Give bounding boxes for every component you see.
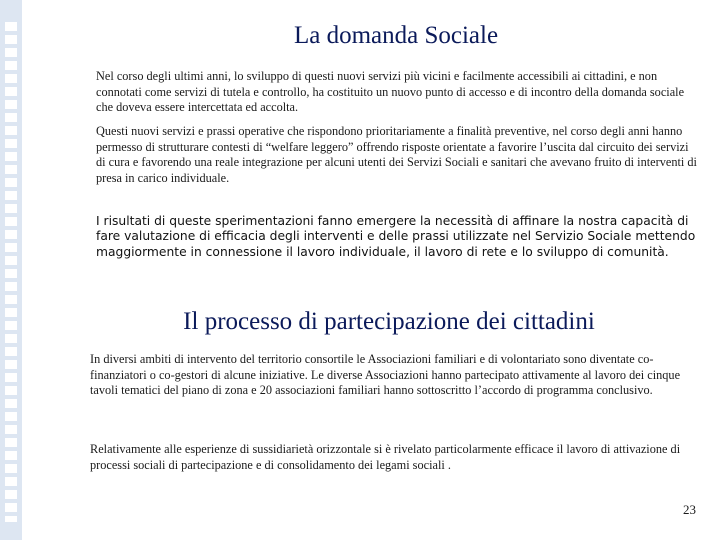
paragraph-subsidiarity: Relativamente alle esperienze di sussidiarietà orizzontale si è rivelato particolarmente efficace il lavoro di attivazione di processi sociali di partecipazione e di consolidamento dei legami sociali . <box>90 442 681 472</box>
paragraph-associations: In diversi ambiti di intervento del territorio consortile le Associazioni familiari e di volontariato sono diventate co-finanziatori o co-gestori di alcune iniziative. Le diverse Associazioni hanno partecipato attivamente al lavoro dei cinque tavoli tematici del piano di zona e 20 associazioni familiari hanno sottoscritto l’accordo di programma conclusivo. <box>90 352 681 398</box>
paragraph-services: Questi nuovi servizi e prassi operative che rispondono prioritariamente a finalità preventive, nel corso degli anni hanno permesso di strutturare contesti di “welfare leggero” offrendo risposte orientate a favorire l’uscita dal circuito dei servizi di cura e favorendo una reale integrazione per alcuni utenti dei Servizi Sociali e sanitari che avevano fruito di interventi di presa in carico individuale. <box>96 124 697 185</box>
slide-title: La domanda Sociale <box>293 22 499 49</box>
page-number: 23 <box>683 502 696 517</box>
side-strip-squares <box>5 22 17 522</box>
paragraph-results: I risultati di queste sperimentazioni fanno emergere la necessità di affinare la nostra capacità di fare valutazione di efficacia degli interventi e delle prassi utilizzate nel Servizio Sociale mettendo maggiormente in connessione il lavoro individuale, il lavoro di rete e lo sviluppo di comunità. <box>96 214 696 259</box>
section-title: Il processo di partecipazione dei cittadini <box>183 308 595 335</box>
paragraph-intro: Nel corso degli ultimi anni, lo sviluppo di questi nuovi servizi più vicini e facilmente accessibili ai cittadini, e non connotati come servizi di tutela e controllo, ha costituito un nuovo punto di accesso e di incontro della domanda sociale che doveva essere intercettata ed accolta. <box>96 69 685 115</box>
decorative-side-strip <box>0 0 22 540</box>
